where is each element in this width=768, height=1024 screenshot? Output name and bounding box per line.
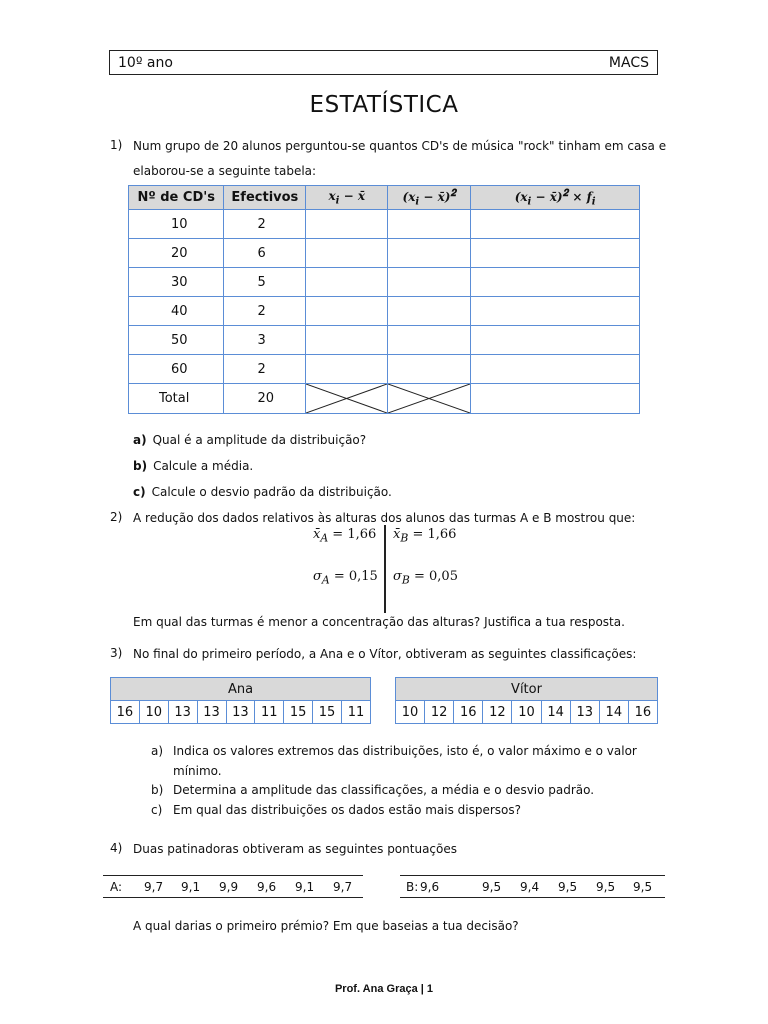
q4-number: 4) [110, 841, 123, 855]
score-a-bottom-rule [103, 897, 363, 898]
table-row [111, 701, 371, 724]
cell-efectivos: 3 [224, 326, 306, 355]
cell-cds: 50 [129, 326, 224, 355]
cell-empty [471, 210, 640, 239]
cell-empty [388, 268, 471, 297]
grade-cell: 13 [226, 701, 255, 724]
col-header-cds: Nº de CD's [129, 186, 224, 210]
q2-question: Em qual das turmas é menor a concentração das alturas? Justifica a tua resposta. [133, 615, 625, 629]
cell-empty [388, 239, 471, 268]
cell-efectivos: 2 [224, 355, 306, 384]
q1-sub-c: c) Calcule o desvio padrão da distribuição. [133, 485, 392, 499]
table-row [129, 268, 640, 297]
q1-sub-b: b) Calcule a média. [133, 459, 254, 473]
grade-cell: 15 [284, 701, 313, 724]
q2-number: 2) [110, 510, 123, 524]
sd-b: $\sigma_B = 0,05$ [393, 569, 458, 587]
cell-cds: 20 [129, 239, 224, 268]
cell-efectivos: 6 [224, 239, 306, 268]
cell-empty [306, 210, 388, 239]
ana-grades-table [110, 677, 371, 724]
cell-empty [306, 355, 388, 384]
vitor-grades-table [395, 677, 658, 724]
header-box [109, 50, 658, 75]
score-a-top-rule [103, 875, 363, 876]
cell-cds: 60 [129, 355, 224, 384]
grade-cell: 15 [313, 701, 342, 724]
page-footer: Prof. Ana Graça | 1 [334, 983, 434, 995]
q1-text-line2: elaborou-se a seguinte tabela: [133, 164, 317, 178]
q1-number: 1) [110, 138, 123, 152]
q3-item-a: a) Indica os valores extremos das distribuições, isto é, o valor máximo e o valor [151, 744, 637, 758]
sd-a: $\sigma_A = 0,15$ [313, 569, 378, 587]
q3-item-a-cont: mínimo. [173, 764, 222, 778]
cell-empty [471, 355, 640, 384]
col-header-weighted-squared: (𝒙$_𝒊$ − 𝒙̄)$^𝟐$ × 𝒇$_𝒊$ [471, 186, 640, 210]
cd-frequency-table [128, 185, 640, 414]
q3-item-b: b) Determina a amplitude das classificações, a média e o desvio padrão. [151, 783, 595, 797]
table-row [129, 355, 640, 384]
table-header-row [129, 186, 640, 210]
cell-empty [306, 268, 388, 297]
q3-item-c: c) Em qual das distribuições os dados estão mais dispersos? [151, 803, 522, 817]
grade-cell: 16 [454, 701, 483, 724]
q1-sub-a: a) Qual é a amplitude da distribuição? [133, 433, 367, 447]
table-row [129, 210, 640, 239]
crossed-cell [388, 384, 471, 414]
ana-name: Ana [111, 678, 371, 701]
cross-mark-icon [388, 384, 470, 413]
grade-cell: 12 [425, 701, 454, 724]
cell-empty [306, 326, 388, 355]
q1-text-line1: Num grupo de 20 alunos perguntou-se quantos CD's de música "rock" tinham em casa e [133, 139, 667, 153]
table-row [396, 701, 658, 724]
cell-efectivos: 5 [224, 268, 306, 297]
q4-text: Duas patinadoras obtiveram as seguintes pontuações [133, 842, 457, 856]
grade-cell: 16 [628, 701, 657, 724]
q3-text: No final do primeiro período, a Ana e o Vítor, obtiveram as seguintes classificações: [133, 647, 637, 661]
crossed-cell [306, 384, 388, 414]
score-b-top-rule [400, 875, 665, 876]
cell-cds: 40 [129, 297, 224, 326]
table-row [129, 297, 640, 326]
grade-cell: 13 [168, 701, 197, 724]
mean-b: $x̄_B = 1,66$ [393, 527, 457, 545]
cell-empty [471, 268, 640, 297]
cell-empty [471, 384, 640, 414]
grade-cell: 14 [599, 701, 628, 724]
page-title: ESTATÍSTICA [309, 92, 459, 118]
grade-cell: 13 [570, 701, 599, 724]
col-header-deviation: 𝒙$_𝒊$ − 𝒙̄ [306, 186, 388, 210]
cell-cds: 10 [129, 210, 224, 239]
subject-label: MACS [608, 54, 649, 71]
q2-text: A redução dos dados relativos às alturas dos alunos das turmas A e B mostrou que: [133, 511, 636, 525]
mean-a: $x̄_A = 1,66$ [313, 527, 377, 545]
q4-question: A qual darias o primeiro prémio? Em que baseias a tua decisão? [133, 919, 519, 933]
table-total-row [129, 384, 640, 414]
cell-empty [388, 326, 471, 355]
cell-empty [471, 297, 640, 326]
cell-efectivos: 2 [224, 210, 306, 239]
cell-empty [388, 355, 471, 384]
grade-cell: 11 [255, 701, 284, 724]
table-row [129, 239, 640, 268]
grade-cell: 14 [541, 701, 570, 724]
grade-cell: 12 [483, 701, 512, 724]
cell-empty [388, 210, 471, 239]
table-row [129, 326, 640, 355]
score-b-bottom-rule [400, 897, 665, 898]
cell-cds: 30 [129, 268, 224, 297]
grade-cell: 10 [512, 701, 541, 724]
total-label: Total [129, 384, 224, 414]
q3-number: 3) [110, 646, 123, 660]
cross-mark-icon [306, 384, 387, 413]
grade-cell: 10 [139, 701, 168, 724]
grade-cell: 11 [342, 701, 371, 724]
cell-empty [388, 297, 471, 326]
cell-efectivos: 2 [224, 297, 306, 326]
divider-line [384, 525, 386, 613]
col-header-efectivos: Efectivos [224, 186, 306, 210]
col-header-squared-deviation: (𝒙$_𝒊$ − 𝒙̄)$^𝟐$ [388, 186, 471, 210]
total-value: 20 [224, 384, 306, 414]
cell-empty [306, 239, 388, 268]
grade-cell: 16 [111, 701, 140, 724]
cell-empty [471, 326, 640, 355]
grade-label: 10º ano [118, 54, 173, 71]
grade-cell: 13 [197, 701, 226, 724]
cell-empty [306, 297, 388, 326]
vitor-name: Vítor [396, 678, 658, 701]
cell-empty [471, 239, 640, 268]
grade-cell: 10 [396, 701, 425, 724]
